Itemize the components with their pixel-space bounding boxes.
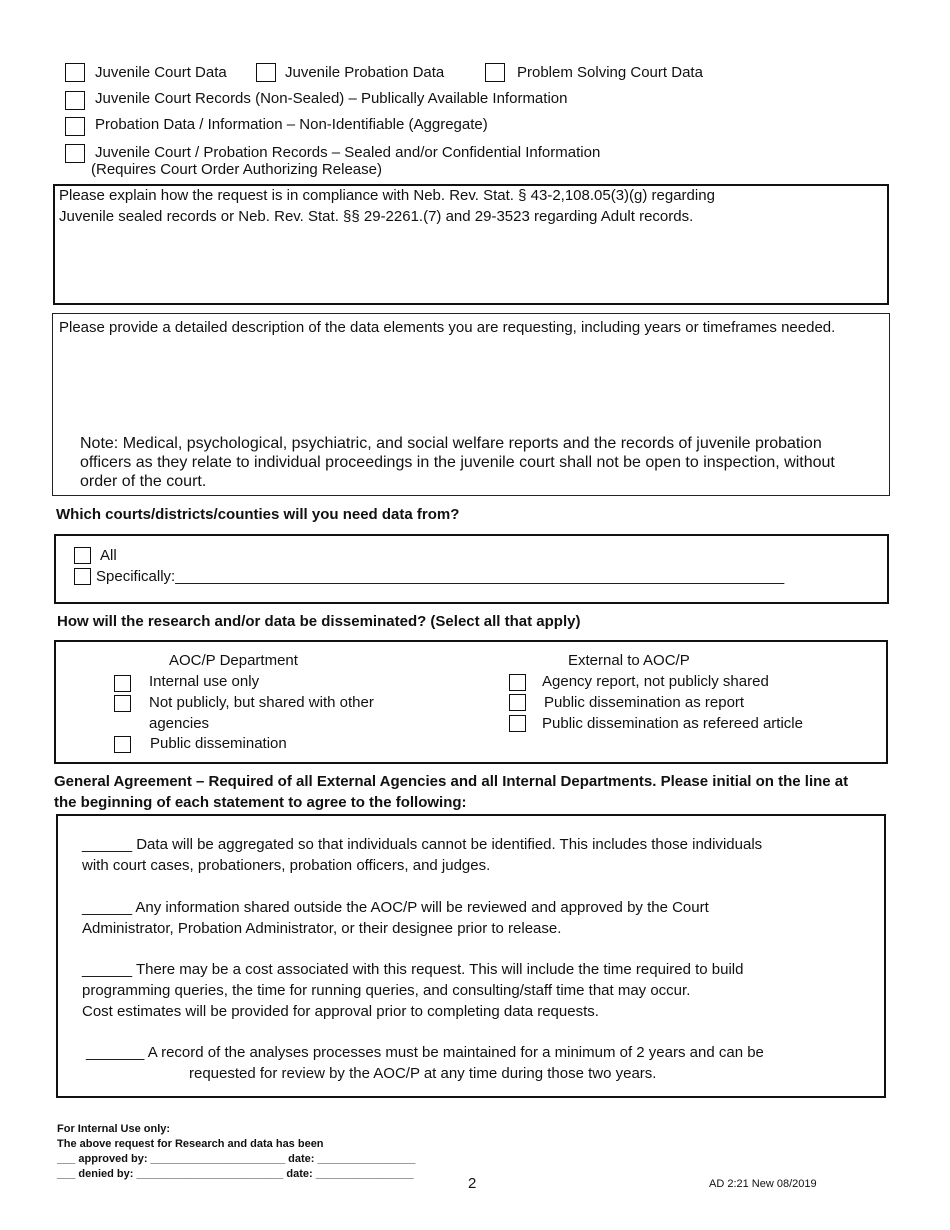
juvenile-probation-data-checkbox[interactable] [256, 63, 276, 82]
problem-solving-court-data-checkbox[interactable] [485, 63, 505, 82]
approved-by-line[interactable]: ___ approved by: ______________________ date: ________________ [57, 1153, 416, 1165]
shared-with-agencies-label-cont: agencies [149, 715, 210, 732]
statement-2-line2: Administrator, Probation Administrator, or their designee prior to release. [82, 920, 562, 937]
compliance-prompt-line1: Please explain how the request is in compliance with Neb. Rev. Stat. § 43-2,108.05(3)(g) regarding [59, 187, 715, 204]
juvenile-court-records-checkbox[interactable] [65, 91, 85, 110]
agreement-statement-1 [82, 834, 762, 876]
juvenile-court-records-label: Juvenile Court Records (Non-Sealed) – Publically Available Information [95, 90, 568, 107]
sealed-confidential-checkbox[interactable] [65, 144, 85, 163]
note-line3: order of the court. [80, 473, 207, 490]
internal-use-only-checkbox[interactable] [114, 675, 131, 692]
shared-with-agencies-label: Not publicly, but shared with other [149, 694, 374, 711]
internal-use-section [57, 1122, 415, 1182]
internal-heading: AOC/P Department [169, 652, 298, 669]
request-status-text: The above request for Research and data has been [57, 1138, 324, 1150]
statement-3-line2: programming queries, the time for running queries, and consulting/staff time that may occur. [82, 982, 691, 999]
courts-all-label: All [100, 547, 117, 564]
juvenile-court-data-label: Juvenile Court Data [95, 64, 227, 81]
dissemination-question: How will the research and/or data be disseminated? (Select all that apply) [57, 613, 581, 630]
internal-use-heading: For Internal Use only: [57, 1123, 171, 1135]
description-prompt: Please provide a detailed description of the data elements you are requesting, including years or timeframes needed. [59, 319, 836, 336]
public-dissemination-checkbox[interactable] [114, 736, 131, 753]
statement-2-line1[interactable]: ______ Any information shared outside the AOC/P will be reviewed and approved by the Court [82, 899, 709, 916]
statement-4-line2: requested for review by the AOC/P at any time during those two years. [189, 1065, 657, 1082]
page-number: 2 [468, 1175, 477, 1192]
statement-1-line1[interactable]: ______ Data will be aggregated so that individuals cannot be identified. This includes those individuals [82, 836, 763, 853]
probation-nonidentifiable-checkbox[interactable] [65, 117, 85, 136]
external-heading: External to AOC/P [568, 652, 690, 669]
agency-report-label: Agency report, not publicly shared [542, 673, 769, 690]
form-id: AD 2:21 New 08/2019 [709, 1178, 817, 1190]
agreement-statement-2 [82, 897, 709, 939]
juvenile-probation-data-label: Juvenile Probation Data [285, 64, 445, 81]
statement-3-line1[interactable]: ______ There may be a cost associated with this request. This will include the time required to build [82, 961, 744, 978]
refereed-article-label: Public dissemination as refereed article [542, 715, 803, 732]
sealed-confidential-label: Juvenile Court / Probation Records – Sealed and/or Confidential Information [95, 144, 601, 161]
internal-use-only-label: Internal use only [149, 673, 260, 690]
statement-3-line3: Cost estimates will be provided for approval prior to completing data requests. [82, 1003, 599, 1020]
agency-report-checkbox[interactable] [509, 674, 526, 691]
courts-question: Which courts/districts/counties will you need data from? [56, 506, 460, 523]
sealed-requirement-note: (Requires Court Order Authorizing Release) [91, 161, 382, 178]
confidentiality-note [80, 434, 880, 491]
juvenile-court-data-checkbox[interactable] [65, 63, 85, 82]
agreement-statement-4 [86, 1042, 764, 1084]
agreement-heading-line1: General Agreement – Required of all External Agencies and all Internal Departments. Please initial on the line at [54, 773, 849, 790]
shared-with-agencies-checkbox[interactable] [114, 695, 131, 712]
public-dissemination-label: Public dissemination [150, 735, 287, 752]
compliance-prompt-line2: Juvenile sealed records or Neb. Rev. Stat. §§ 29-2261.(7) and 29-3523 regarding Adult records. [59, 208, 694, 225]
problem-solving-court-data-label: Problem Solving Court Data [517, 64, 703, 81]
public-report-checkbox[interactable] [509, 694, 526, 711]
agreement-heading-line2: the beginning of each statement to agree to the following: [54, 794, 467, 811]
statement-4-line1[interactable]: _______ A record of the analyses processes must be maintained for a minimum of 2 years and can be [86, 1044, 764, 1061]
courts-specifically-field[interactable]: Specifically:_________________________________________________________________________ [96, 568, 785, 585]
agreement-statement-3 [82, 959, 743, 1022]
refereed-article-checkbox[interactable] [509, 715, 526, 732]
note-line2: officers as they relate to individual proceedings in the juvenile court shall not be open to inspection, without [80, 454, 835, 471]
public-report-label: Public dissemination as report [544, 694, 745, 711]
probation-nonidentifiable-label: Probation Data / Information – Non-Identifiable (Aggregate) [95, 116, 488, 133]
note-line1: Note: Medical, psychological, psychiatric, and social welfare reports and the records of juvenile probation [80, 435, 822, 452]
courts-specifically-checkbox[interactable] [74, 568, 91, 585]
denied-by-line[interactable]: ___ denied by: ________________________ date: ________________ [57, 1168, 414, 1180]
courts-all-checkbox[interactable] [74, 547, 91, 564]
statement-1-line2: with court cases, probationers, probation officers, and judges. [82, 857, 491, 874]
